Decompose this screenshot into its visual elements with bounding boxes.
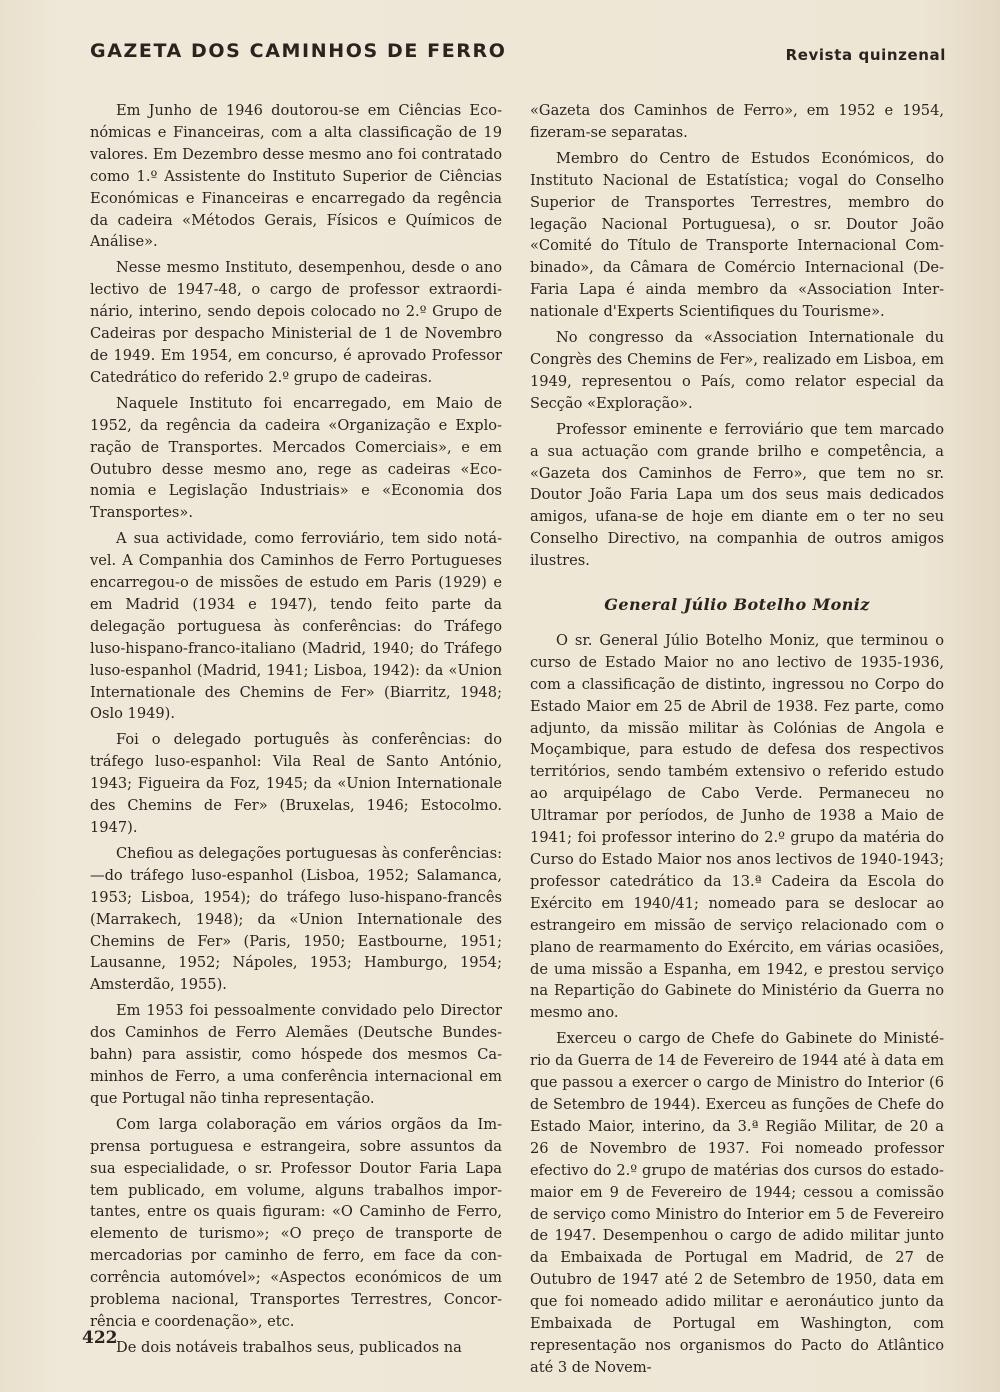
paragraph: De dois notáveis trabalhos seus, publicados na [116,1338,462,1356]
paragraph: Naquele Instituto foi encarregado, em Maio de 1952, da regência da cadeira «Organização e Exploração de Transportes. Mercados Comerciais», e em Outubro desse mesmo ano, rege as cadeiras «Economia e Legislação Industriais» e «Economia dos Transportes». [90,394,502,522]
left-column [90,100,502,1363]
paragraph: Com larga colaboração em vários orgãos da Imprensa portuguesa e estrangeira, sobre assuntos da sua especialidade, o sr. Professor Doutor Faria Lapa tem publicado, em volume, alguns trabalhos importantes, entre os quais figuram: «O Caminho de Ferro, elemento de turismo»; «O preço de transporte de mercadorias por caminho de ferro, em face da concorrência automóvel»; «Aspectos económicos de um problema nacional, Transportes Terrestres, Concorrência e coordenação», etc. [90,1115,502,1330]
paragraph: Em Junho de 1946 doutorou-se em Ciências Económicas e Financeiras, com a alta classificação de 19 valores. Em Dezembro desse mesmo ano foi contratado como 1.º Assistente do Instituto Superior de Ciências Económicas e Financeiras e encarregado da regência da cadeira «Métodos Gerais, Físicos e Químicos de Análise». [90,102,502,251]
journal-title: GAZETA DOS CAMINHOS DE FERRO [90,40,507,62]
paragraph: Foi o delegado português às conferências: do tráfego luso-espanhol: Vila Real de Santo António, 1943; Figueira da Foz, 1945; da «Union Internationale des Chemins de Fer» (Bruxelas, 1946; Estocolmo. 1947). [90,731,502,836]
paragraph: Em 1953 foi pessoalmente convidado pelo Director dos Caminhos de Ferro Alemães (Deutsche Bundesbahn) para assistir, como hóspede dos mesmos Caminhos de Ferro, a uma conferência internacional em que Portugal não tinha representação. [90,1002,502,1107]
paragraph: Professor eminente e ferroviário que tem marcado a sua actuação com grande brilho e competência, a «Gazeta dos Caminhos de Ferro», que tem no sr. Doutor João Faria Lapa um dos seus mais dedicados amigos, ufana-se de hoje em diante em o ter no seu Conselho Directivo, na companhia de outros amigos ilustres. [530,420,944,570]
running-header [90,40,946,76]
page-number: 422 [82,1328,118,1348]
paragraph: No congresso da «Association Internationale du Congrès des Chemins de Fer», realizado em Lisboa, em 1949, representou o País, como relator especial da Secção «Exploração». [530,329,944,412]
paragraph: Exerceu o cargo de Chefe do Gabinete do Ministério da Guerra de 14 de Fevereiro de 1944 até à data em que passou a exercer o cargo de Ministro do Interior (6 de Setembro de 1944). Exerceu as funções de Chefe do Estado Maior, interino, da 3.ª Região Militar, de 20 a 26 de Novembro de 1937. Foi nomeado professor efectivo do 2.º grupo de matérias dos cursos do estado-maior em 9 de Fevereiro de 1944; cessou a comissão de serviço como Ministro do Interior em 5 de Fevereiro de 1947. Desempenhou o cargo de adido militar junto da Embaixada de Portugal em Madrid, de 27 de Outubro de 1947 até 2 de Setembro de 1950, data em que foi nomeado adido militar e aeronáutico junto da Embaixada de Portugal em Washington, com representação nos organismos do Pacto do Atlântico até 3 de Novem- [530,1030,945,1376]
paragraph: Nesse mesmo Instituto, desempenhou, desde o ano lectivo de 1947-48, o cargo de professor extraordinário, interino, sendo depois colocado no 2.º Grupo de Cadeiras por despacho Ministerial de 1 de Novembro de 1949. Em 1954, em concurso, é aprovado Professor Catedrático do referido 2.º grupo de cadeiras. [90,259,502,386]
paragraph: A sua actividade, como ferroviário, tem sido notável. A Companhia dos Caminhos de Ferro Portugueses encarregou-o de missões de estudo em Paris (1929) e em Madrid (1934 e 1947), tendo feito parte da delegação portuguesa às conferências: do Tráfego luso-hispano-franco-italiano (Madrid, 1940; do Tráfego luso-espanhol (Madrid, 1941; Lisboa, 1942): da «Union Internationale des Chemins de Fer» (Biarritz, 1948; Oslo 1949). [90,530,502,723]
paragraph: «Gazeta dos Caminhos de Ferro», em 1952 e 1954, fizeram-se separatas. [530,102,944,141]
paragraph: Membro do Centro de Estudos Económicos, do Instituto Nacional de Estatística; vogal do Conselho Superior de Transportes Terrestres, membro do legação Nacional Portuguesa), o sr. Doutor João «Comité do Título de Transporte Internacional Combinado», da Câmara de Comércio Internacional (DeFaria Lapa é ainda membro da «Association Internationale d'Experts Scientifiques du Tourisme». [530,149,944,321]
section-heading: General Júlio Botelho Moniz [604,595,870,615]
paragraph: Chefiou as delegações portuguesas às conferências:—do tráfego luso-espanhol (Lisboa, 1952; Salamanca, 1953; Lisboa, 1954); do tráfego luso-hispano-francês (Marrakech, 1948); da «Union Internationale des Chemins de Fer» (Paris, 1950; Eastbourne, 1951; Lausanne, 1952; Nápoles, 1953; Hamburgo, 1954; Amsterdão, 1955). [90,844,502,994]
paragraph: O sr. General Júlio Botelho Moniz, que terminou o curso de Estado Maior no ano lectivo de 1935-1936, com a classificação de distinto, ingressou no Corpo do Estado Maior em 25 de Abril de 1938. Fez parte, como adjunto, da missão militar às Colónias de Angola e Moçambique, para estudo de defesa dos respectivos territórios, sendo também extensivo o referido estudo ao arquipélago de Cabo Verde. Permaneceu no Ultramar por períodos, de Junho de 1938 a Maio de 1941; foi professor interino do 2.º grupo da matéria do Curso do Estado Maior nos anos lectivos de 1940-1943; professor catedrático da 13.ª Cadeira da Escola do Exército em 1940/41; nomeado para se deslocar ao estrangeiro em missão de serviço relacionado com o plano de rearmamento do Exército, em várias ocasiões, de uma missão a Espanha, em 1942, e prestou serviço na Repartição do Gabinete do Ministério da Guerra no mesmo ano. [530,631,944,1022]
journal-subtitle: Revista quinzenal [785,46,946,64]
right-column [530,100,944,1383]
